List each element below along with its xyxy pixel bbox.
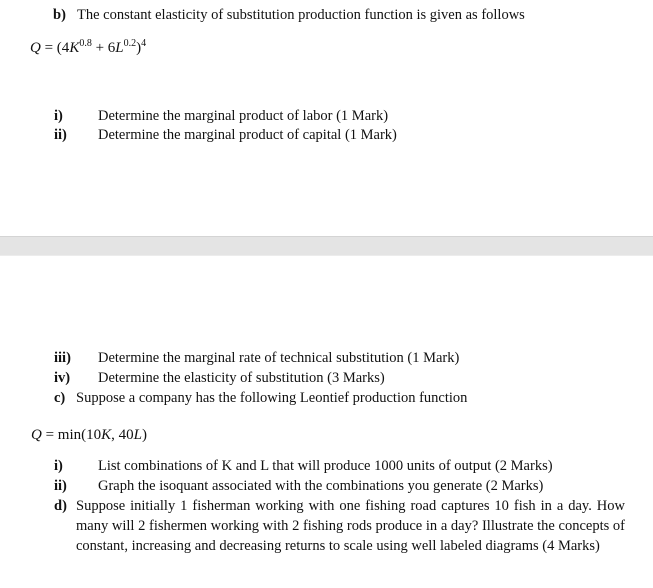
list-item-text: List combinations of K and L that will produce 1000 units of output (2 Marks) [98, 458, 553, 474]
question-d-label: d) [54, 498, 67, 514]
list-item-number: i) [54, 108, 63, 124]
eq2-l: L [133, 427, 142, 443]
eq1-exp3: 4 [141, 38, 147, 49]
ces-equation [30, 38, 146, 58]
question-b-text: The constant elasticity of substitution production function is given as follows [77, 7, 525, 23]
list-item-text: Determine the marginal rate of technical substitution (1 Mark) [98, 350, 460, 366]
question-c-label: c) [54, 390, 66, 406]
question-d-text: Suppose initially 1 fisherman working with one fishing road captures 10 fish in a day. How many will 2 fishermen working with 2 fishing rods produce in a day? Illustrate the concepts of constant, increasing and decreasing returns to scale using well labeled diagrams (4 Marks) [76, 498, 625, 554]
list-item-text: Determine the marginal product of labor (1 Mark) [98, 108, 389, 124]
eq1-k: K [69, 40, 80, 56]
eq2-eq: = min(10 [45, 427, 102, 443]
page-separator [0, 236, 653, 256]
eq2-close: ) [142, 427, 147, 443]
question-c-text: Suppose a company has the following Leontief production function [76, 390, 468, 406]
list-item-text: Determine the elasticity of substitution (3 Marks) [98, 370, 385, 386]
list-item-number: i) [54, 458, 63, 474]
list-item-number: iv) [54, 370, 71, 386]
eq1-exp2: 0.2 [123, 38, 137, 49]
list-item-number: ii) [54, 127, 67, 143]
eq1-plus: + 6 [91, 40, 116, 56]
list-item-text: Graph the isoquant associated with the combinations you generate (2 Marks) [98, 478, 544, 494]
eq1-exp1: 0.8 [79, 38, 92, 49]
list-item-number: iii) [54, 350, 71, 366]
eq2-k: K [101, 427, 112, 443]
eq1-lhs: Q [30, 40, 41, 56]
list-item-text: Determine the marginal product of capital (1 Mark) [98, 127, 397, 143]
eq2-comma: , 40 [111, 427, 134, 443]
list-item-number: ii) [54, 478, 67, 494]
question-b-label: b) [53, 7, 66, 23]
eq1-close: ) [136, 40, 142, 56]
eq1-l: L [115, 40, 124, 56]
eq1-eq: = (4 [44, 40, 70, 56]
leontief-equation [31, 425, 147, 445]
eq2-lhs: Q [31, 427, 42, 443]
